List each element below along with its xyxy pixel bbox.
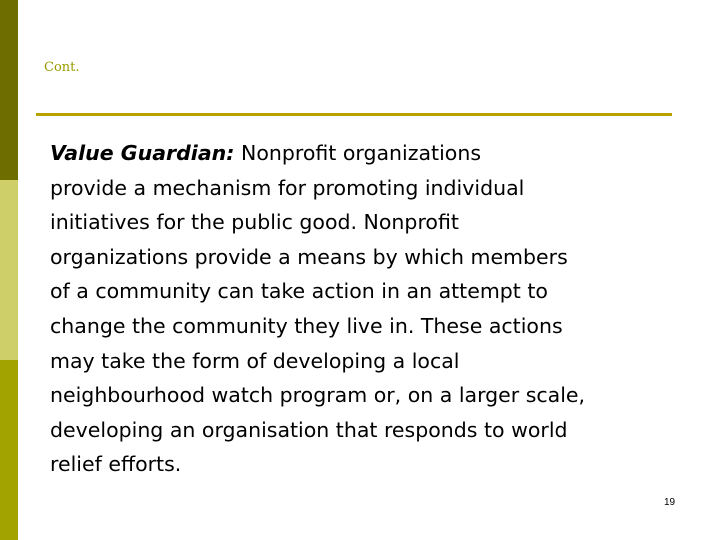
sidebar-accent-top xyxy=(0,0,18,180)
body-line: change the community they live in. These actions xyxy=(50,313,563,338)
sidebar-accent-middle xyxy=(0,180,18,360)
body-line: may take the form of developing a local xyxy=(50,348,460,373)
body-line: of a community can take action in an attempt to xyxy=(50,279,548,304)
page-number: 19 xyxy=(664,497,676,508)
body-line xyxy=(50,136,690,171)
body-line: developing an organisation that responds to world xyxy=(50,417,568,442)
body-line: initiatives for the public good. Nonprofit xyxy=(50,210,459,235)
sidebar-accent-bottom xyxy=(0,360,18,540)
body-line: neighbourhood watch program or, on a larger scale, xyxy=(50,383,586,408)
term-heading: Value Guardian: xyxy=(50,141,235,165)
slide-label: Cont. xyxy=(44,60,80,75)
body-line: relief efforts. xyxy=(50,452,182,477)
slide-body xyxy=(50,136,690,482)
body-line: organizations provide a means by which members xyxy=(50,244,568,269)
body-line-text: Nonprofit organizations xyxy=(234,141,481,165)
body-line: provide a mechanism for promoting individual xyxy=(50,175,525,200)
title-divider xyxy=(36,113,672,116)
